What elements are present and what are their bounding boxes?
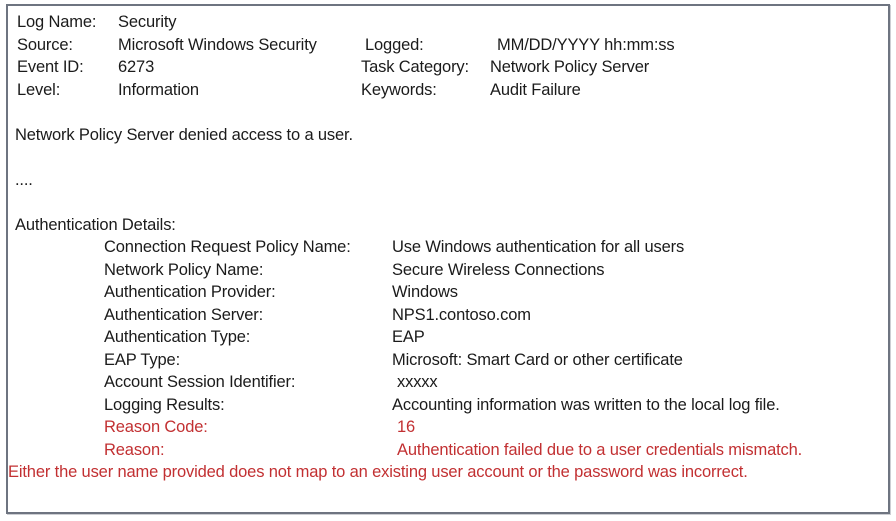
detail-label: Connection Request Policy Name: xyxy=(104,238,351,256)
error-detail-row-reason xyxy=(0,439,896,462)
event-id-value: 6273 xyxy=(118,58,155,76)
details-heading-line xyxy=(0,214,896,237)
event-log-text xyxy=(0,11,896,484)
error-note-line xyxy=(0,461,896,484)
event-description: Network Policy Server denied access to a user. xyxy=(15,125,353,144)
detail-label: Logging Results: xyxy=(104,395,225,414)
reason-code-label: Reason Code: xyxy=(104,418,208,436)
logged-label: Logged: xyxy=(365,35,424,54)
detail-row xyxy=(0,349,896,372)
error-note: Either the user name provided does not map to an existing user account or the password was incorrect. xyxy=(8,463,748,481)
keywords-label: Keywords: xyxy=(361,80,437,99)
details-heading: Authentication Details: xyxy=(15,215,176,234)
detail-row xyxy=(0,371,896,394)
description-line xyxy=(0,124,896,147)
detail-value: Windows xyxy=(392,283,458,301)
reason-value: Authentication failed due to a user credentials mismatch. xyxy=(397,440,803,459)
source-label: Source: xyxy=(17,35,73,54)
blank-line xyxy=(0,146,896,169)
level-value: Information xyxy=(118,80,199,99)
detail-value: EAP xyxy=(392,328,425,346)
detail-label: Authentication Server: xyxy=(104,305,264,324)
detail-value: Accounting information was written to the local log file. xyxy=(392,395,780,414)
detail-label: Network Policy Name: xyxy=(104,260,264,279)
detail-value: Secure Wireless Connections xyxy=(392,260,605,279)
detail-label: Account Session Identifier: xyxy=(104,373,296,391)
header-row-eventid-taskcategory xyxy=(0,56,896,79)
level-label: Level: xyxy=(17,80,61,99)
detail-label: Authentication Type: xyxy=(104,328,251,346)
task-category-value: Network Policy Server xyxy=(490,58,650,76)
keywords-value: Audit Failure xyxy=(490,80,581,99)
detail-label: Authentication Provider: xyxy=(104,283,276,301)
error-detail-row-reason-code xyxy=(0,416,896,439)
detail-row xyxy=(0,326,896,349)
blank-line xyxy=(0,101,896,124)
reason-label: Reason: xyxy=(104,440,165,459)
log-name-label: Log Name: xyxy=(17,13,97,31)
detail-row xyxy=(0,236,896,259)
source-value: Microsoft Windows Security xyxy=(118,35,317,54)
detail-row xyxy=(0,304,896,327)
log-name-value: Security xyxy=(118,13,177,31)
header-row-source-logged xyxy=(0,34,896,57)
detail-value: Microsoft: Smart Card or other certificate xyxy=(392,350,683,369)
event-id-label: Event ID: xyxy=(17,58,84,76)
header-row-log-name xyxy=(0,11,896,34)
detail-row xyxy=(0,394,896,417)
blank-line xyxy=(0,191,896,214)
detail-row xyxy=(0,281,896,304)
ellipsis-line xyxy=(0,169,896,192)
detail-label: EAP Type: xyxy=(104,350,181,369)
detail-row xyxy=(0,259,896,282)
detail-value: Use Windows authentication for all users xyxy=(392,238,685,256)
logged-value: MM/DD/YYYY hh:mm:ss xyxy=(497,35,675,54)
omitted-text-marker: .... xyxy=(15,170,33,189)
detail-value: NPS1.contoso.com xyxy=(392,305,531,324)
detail-value: xxxxx xyxy=(397,373,438,391)
header-row-level-keywords xyxy=(0,79,896,102)
task-category-label: Task Category: xyxy=(361,58,469,76)
reason-code-value: 16 xyxy=(397,418,416,436)
